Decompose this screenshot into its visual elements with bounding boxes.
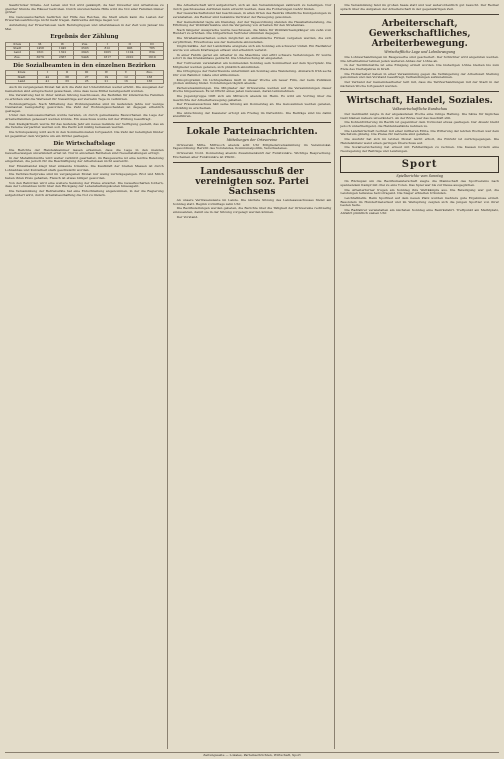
columns: [5, 4, 499, 749]
article-paragraph: Die Bezirksleitungen werden gebeten, die Berichte über die Tätigkeit der Ortsvereine rechtzeitig einzusenden, damit sie in der Sitzung vorgelegt werden können.: [172, 206, 332, 214]
table-cell: 2943: [74, 51, 96, 55]
article-paragraph: Ortsverein Nord. Donnerstag abends Zusammenkunft der Funktionäre. Wichtige Besprechung. Erscheinen aller Funktionäre ist Pflicht.: [172, 151, 332, 159]
article-paragraph: Die Jugendgruppe trifft sich am Mittwoch abends im Heim. Es wird ein Vortrag über die Geschichte der Arbeiterbewegung gehalten.: [172, 94, 332, 102]
article-paragraph: Die Ausfuhr hat sich im letzten Monat leicht erholt, die Einfuhr ist zurückgegangen. Die Handelsbilanz weist einen geringen Überschuss auf.: [340, 136, 500, 145]
table-cell: 2367: [51, 55, 73, 59]
article-paragraph: Den Kleingärtnern wurde für das laufende Jahr ein neues Gelände zur Verfügung gestellt, das an die Vereine verpachtet werden soll. Die Pacht soll mäßig bemessen werden.: [5, 121, 164, 130]
article-paragraph: Der Frauenausschuss hält seine Sitzung am Donnerstag ab. Die Genossinnen werden gebeten, vollzählig zu erscheinen.: [172, 102, 332, 110]
table-cell: 812: [96, 46, 118, 50]
table-cell: 12: [116, 75, 136, 79]
section-divider: [173, 162, 332, 163]
article-paragraph: Die Lohnverhandlungen im Baugewerbe sind gescheitert. Der Schlichter wird angerufen werden. Die Arbeitnehmer lehnen jeden weiteren Abbau der Löhne ab.: [340, 55, 500, 63]
table-header-cell: M.: [29, 42, 51, 46]
table-cell: 1619: [141, 55, 163, 59]
article-paragraph: In der Textilindustrie ist eine Einigung erzielt worden. Die bisherigen Löhne bleiben bis zum Ende des Vierteljahres in Kraft.: [340, 63, 500, 71]
article-paragraph: Die Kohlenförderung im Bezirk ist gegenüber dem Vormonat etwas gestiegen. Der Absatz bleibt jedoch unbefriedigend, die Haldenbestände nehmen zu.: [340, 120, 500, 128]
section-subheading: Mitteilungen der Ortsvereine: [226, 137, 278, 142]
section-subheading: Wirtschaftliche Lage und Lohnbewegung: [384, 50, 456, 55]
section-divider: [340, 14, 499, 15]
article-paragraph: Die Versammlung der Betriebsräte hat eine Entschließung angenommen, in der die Regierung aufgefordert wird, durch Arbeitsbeschaffung die Not zu lindern.: [5, 188, 164, 197]
section-divider: [340, 91, 499, 92]
article-paragraph: Wohnungsfragen. Nach Mitteilung des Wohnungsamtes sind im laufenden Jahre nur wenige Neubauten bezugsfertig geworden. Die Zahl der Wohnungssuchenden ist dagegen erheblich gestiegen.: [5, 101, 164, 113]
table-cell: 42: [38, 75, 58, 79]
article-paragraph: Der Gewerkschaftsbund hat beschlossen, in allen Orten des Bezirks öffentliche Kundgebungen zu veranstalten. Als Redner sind bekannte Vertreter der Bewegung gewonnen.: [172, 11, 332, 19]
table-cell: 21: [96, 79, 116, 83]
article-paragraph: Saarbrücker Straße. Auf Leben und Tod wird gekämpft, da hier Unwetter und Arbeitslose zu gleicher Stunde die Häuser bedrohen. Durch unzureichende Hilfe wird die Not aller Familien immer größer.: [5, 4, 164, 15]
article-paragraph: Aufstellung der Erwerbslosen nach Berufsgruppen und Altersklassen in der Zeit vom Januar bis Mai.: [5, 23, 164, 31]
article-paragraph: In einer Fabrik geriet ein Arbeiter in die Maschine und erlitt schwere Verletzungen. Er wurde sofort in das Krankenhaus gebracht. Die Untersuchung ist eingeleitet.: [172, 52, 332, 61]
table-cell: 25: [77, 79, 97, 83]
table-cell: 41: [38, 79, 58, 83]
article-paragraph: Die Landwirtschaft rechnet mit einer mittleren Ernte. Die Witterung der letzten Wochen war dem Wachstum günstig. Die Preise für Getreide sind gefallen.: [340, 128, 500, 137]
article-paragraph: Die Sozialversicherung hat erneut mit Fehlbeträgen zu rechnen. Die Kassen fordern eine Neuregelung der Beiträge und Leistungen.: [340, 145, 500, 153]
table-cell: 785: [141, 46, 163, 50]
article-paragraph: Der Turnverein veranstaltet am kommenden Sonntag sein Sommerfest auf dem Sportplatz. Die Mitglieder werden gebeten, sich pünktlich einzufinden.: [172, 60, 332, 69]
table-cell: Stadt: [6, 75, 38, 79]
table-cell: 136: [136, 79, 163, 83]
column-3: [340, 4, 499, 749]
table-cell: 1621: [29, 51, 51, 55]
article-paragraph: Die Arbeiterturner trugen am Sonntag ihre Wettkämpfe aus. Die Beteiligung war gut, die Leistungen teilweise hervorragend. Die Sieger erhielten Urkunden.: [340, 187, 500, 196]
article-paragraph: Der Verband der Gemeindearbeiter teilt mit, dass die Tarifverhandlungen mit der Stadt in der nächsten Woche fortgesetzt werden.: [340, 79, 500, 88]
article-paragraph: Der Gemeinderat tagte am Dienstag. Auf der Tagesordnung standen die Haushaltsberatung, die Erhöhung der Wohlfahrtssätze und die Vergebung von Arbeiten für den Straßenbau.: [172, 19, 332, 28]
section-heading: Wirtschaft, Handel, Soziales.: [346, 96, 493, 107]
section-heading: Die Sozialbeamten in den einzelnen Bezirken: [13, 62, 156, 69]
table-header-cell: W.: [51, 42, 73, 46]
section-heading: Landesausschuß der vereinigten soz. Partei Sachsens: [195, 167, 309, 198]
article-paragraph: Auch im vergangenen Monat hat sich die Zahl der Unterstützten weiter erhöht. Die Ausgaben der Gemeinden sind entsprechend gewachsen, ohne dass neue Mittel bereitgestellt wurden.: [5, 85, 164, 93]
section-heading: Arbeiterschaft, Gewerkschaftliches, Arbeiterbewegung.: [368, 19, 471, 50]
table-row: [6, 55, 164, 59]
table-cell: 1045: [51, 46, 73, 50]
table-header-cell: II: [57, 71, 77, 75]
section-heading: Lokale Parteinachrichten.: [186, 126, 318, 137]
article-paragraph: Im Rückspiel um die Bezirksmeisterschaft siegte die Mannschaft des Sportvereins nach spannendem Kampf mit drei zu eins Toren. Das Spiel war bis zur Pause ausgeglichen.: [340, 179, 500, 187]
table-cell: 19: [96, 75, 116, 79]
article-paragraph: Die Verbraucherpreise sind im vergangenen Monat nur wenig zurückgegangen. Brot und Milch haben ihren Preis gehalten, Fleisch ist etwas billiger geworden.: [5, 172, 164, 180]
section-heading: Ergebnis der Zählung: [50, 34, 119, 41]
article-paragraph: Die Berichte der Handelskammer lassen erkennen, dass die Lage in den meisten Gewerbezweigen unverändert ernst ist. Nur in einzelnen Betrieben sind Neueinstellungen erfolgt.: [5, 147, 164, 156]
section-heading: Die Wirtschaftslage: [53, 141, 116, 148]
table-cell: 16: [116, 79, 136, 83]
table-header-cell: Zus.: [74, 42, 96, 46]
table-header-cell: Kreis: [6, 71, 38, 75]
article-paragraph: Der Geldmarkt zeigte in der abgelaufenen Woche eine ruhige Haltung. Die Sätze für tägliches Geld blieben nahezu unverändert. An der Börse war das Geschäft still.: [340, 112, 500, 120]
table-cell: 1322: [51, 51, 73, 55]
table-cell: 834: [141, 51, 163, 55]
table-header-cell: V: [116, 71, 136, 75]
page-footer: Zeitungsseite — Lokales, Parteinachrichten, Wirtschaft, Sport: [5, 752, 499, 757]
article-paragraph: Ortsverein Mitte. Mittwoch abends acht Uhr Mitgliederversammlung im Vereinslokal. Tagesordnung: Bericht des Vorstandes, Kommunalpolitik, Verschiedenes.: [172, 142, 332, 151]
table-cell: Zus.: [6, 55, 30, 59]
article-paragraph: Nach längerer Aussprache wurde beschlossen, die Sätze für Wohlfahrtsempfänger um zehn vom Hundert zu erhöhen. Die bürgerlichen Vertreter stimmten dagegen.: [172, 27, 332, 36]
article-paragraph: Die Versammlung fand im großen Saale statt und war außerordentlich gut besucht. Der Redner sprach über die Aufgaben der Arbeiterschaft in der gegenwärtigen Zeit.: [340, 4, 500, 11]
article-paragraph: Die Schulspeisung wird auch in den Sommermonaten fortgesetzt. Die Zahl der beteiligten Kinder ist gegenüber dem Vorjahre um ein Drittel gestiegen.: [5, 130, 164, 138]
article-paragraph: Die Genossenschaften bedürfen der Hilfe des Reiches, die Stadt allein kann die Lasten der Erwerbslosenfürsorge nicht mehr tragen. Zahlreiche Anträge liegen vor.: [5, 14, 164, 23]
section-subheading: Spielberichte vom Sonntag: [396, 174, 443, 179]
table-header-cell: IV: [96, 71, 116, 75]
table-cell: 138: [136, 75, 163, 79]
article-paragraph: Die Arbeiterschaft wird aufgefordert, sich an den Versammlungen zahlreich zu beteiligen. Nur durch geschlossenes Auftreten kann erreicht werden, dass die Forderungen Gehör finden.: [172, 4, 332, 11]
table-header-cell: II: [118, 42, 140, 46]
article-paragraph: Unglücksfälle. Auf der Landstraße ereignete sich am Sonntag ein schwerer Unfall. Ein Radfahrer wurde von einem Kraftwagen erfasst und erheblich verletzt.: [172, 44, 332, 52]
article-paragraph: Die Holzarbeiter haben in einer Versammlung gegen die Verlängerung der Arbeitszeit Stellung genommen und den Vorstand beauftragt, Verhandlungen aufzunehmen.: [340, 71, 500, 80]
table-header-cell: Kreis: [6, 42, 30, 46]
article-paragraph: In der Metallindustrie wird weiter verkürzt gearbeitet, im Baugewerbe ist eine leichte Belebung eingetreten, die jedoch für die Beschäftigung der Arbeitslosen nicht ausreicht.: [5, 155, 164, 164]
sport-section-banner: Sport: [340, 156, 499, 173]
table-header-cell: I: [96, 42, 118, 46]
article-paragraph: Der Einzelhandel klagt über sinkende Umsätze. Die Kaufkraft der breiten Massen ist durch Lohnabbau und Kurzarbeit stark geschwächt worden.: [5, 164, 164, 172]
table-row: [6, 79, 164, 83]
table-cell: Stadt: [6, 46, 30, 50]
section-divider: [173, 122, 332, 123]
article-paragraph: Die Abrechnung der Kassierer erfolgt am Freitag im Parteibüro. Die Beiträge sind bis dahin abzuführen.: [172, 110, 332, 119]
table-header-cell: III: [77, 71, 97, 75]
table-cell: Land: [6, 51, 30, 55]
table-cell: 33: [57, 79, 77, 83]
article-paragraph: Parteiversammlungen. Die Mitglieder der Ortsvereine werden auf die Versammlungen dieser Woche hingewiesen. Es ist Pflicht eines jeden Genossen, daran teilzunehmen.: [172, 85, 332, 94]
table-header-cell: III: [141, 42, 163, 46]
table-cell: 38: [57, 75, 77, 79]
table-cell: 1104: [118, 51, 140, 55]
table-cell: 27: [77, 75, 97, 79]
article-paragraph: Die Straßenbauarbeiten sollen möglichst an einheimische Firmen vergeben werden, die sich verpflichten, Erwerbslose aus der Gemeinde einzustellen.: [172, 36, 332, 44]
article-paragraph: Die Radfahrer veranstalten am nächsten Sonntag eine Bezirksfahrt. Treffpunkt am Marktplatz, Abfahrt pünktlich sieben Uhr.: [340, 207, 500, 216]
table-cell: 1458: [29, 46, 51, 50]
table-header-cell: Zus.: [136, 71, 163, 75]
section-subheading: Volkswirtschaftliche Rundschau: [392, 107, 448, 112]
table-cell: 1005: [96, 51, 118, 55]
table-cell: Land: [6, 79, 38, 83]
article-paragraph: Die Verwaltung hat in ihrer letzten Sitzung beschlossen, die Beihilfen für kinderreiche Familien zu erhöhen und die Wartezeit für Neuanträge auf vierzehn Tage zu verkürzen.: [5, 93, 164, 101]
table-cell: 2503: [74, 46, 96, 50]
column-2: [173, 4, 336, 749]
article-paragraph: Kinoprogramm. Im Lichtspielhaus läuft in dieser Woche ein neuer Film, der beim Publikum großen Anklang findet. Vorstellungen täglich abends.: [172, 77, 332, 86]
table-header-cell: I: [38, 71, 58, 75]
table-cell: 2010: [118, 55, 140, 59]
table-cell: 5446: [74, 55, 96, 59]
table-cell: 3079: [29, 55, 51, 59]
article-paragraph: Leichtathletik. Beim Sportfest auf dem neuen Platz wurden mehrere gute Ergebnisse erzielt. Besonders im Hundertmeterlauf und im Weitsprung zeigten sich die jungen Sportler von ihrer besten Seite.: [340, 195, 500, 208]
article-paragraph: An unsere Vertrauensleute im Lande. Die nächste Sitzung des Landesausschusses findet am Sonntag statt. Beginn vormittags zehn Uhr.: [172, 198, 332, 206]
article-paragraph: Die Ortsgruppe der Naturfreunde unternimmt am Sonntag eine Wanderung. Abmarsch früh sechs Uhr vom Bahnhof. Gäste sind willkommen.: [172, 69, 332, 77]
table-cell: 1817: [96, 55, 118, 59]
article-paragraph: Von den Behörden wird eine weitere Senkung der Preise erwartet. Die Gewerkschaften fordern, dass der Lohnabbau nicht über den Rückgang der Lebenshaltungskosten hinausgeht.: [5, 180, 164, 189]
article-paragraph: Unter den Genossenschaften wurde beraten, ob durch gemeinsame Bauvorhaben die Lage der Arbeiterfamilien gebessert werden könnte. Ein Ausschuss wurde mit der Prüfung beauftragt.: [5, 113, 164, 122]
article-paragraph: Der Vorstand.: [176, 214, 199, 219]
column-1: [5, 4, 168, 749]
table-cell: 906: [118, 46, 140, 50]
statistics-table: [5, 70, 164, 84]
statistics-table: [5, 42, 164, 60]
